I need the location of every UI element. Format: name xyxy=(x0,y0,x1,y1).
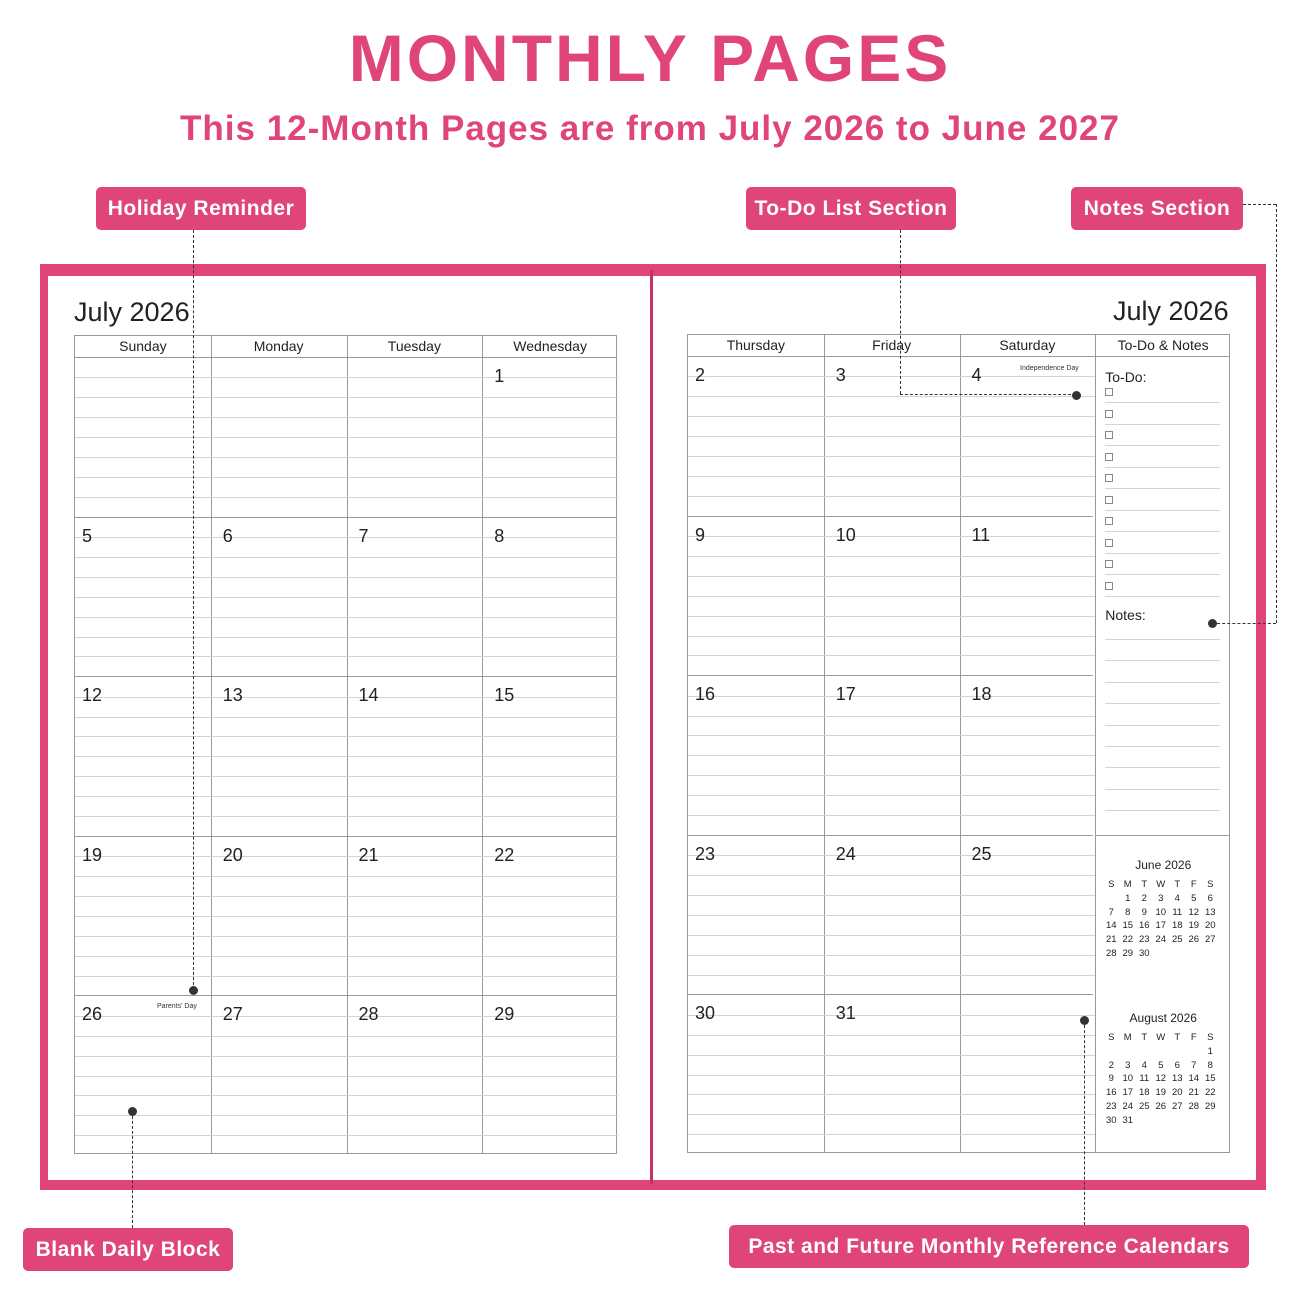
mini-date: 1 xyxy=(1207,1046,1213,1057)
day-header: Friday xyxy=(872,337,912,353)
todo-checkbox xyxy=(1105,431,1113,439)
mini-weekday: S xyxy=(1207,879,1214,890)
mini-weekday: T xyxy=(1174,879,1181,890)
writing-line xyxy=(688,815,1095,816)
writing-line xyxy=(75,417,618,418)
week-divider xyxy=(688,994,1093,995)
grid-column-divider xyxy=(482,336,483,1153)
day-header: Sunday xyxy=(119,338,167,354)
week-divider xyxy=(75,676,616,677)
mini-date: 26 xyxy=(1155,1100,1167,1112)
writing-line xyxy=(688,556,1095,557)
todo-checkbox xyxy=(1105,517,1113,525)
header-divider xyxy=(75,357,616,358)
writing-line xyxy=(75,756,618,757)
mini-date: 27 xyxy=(1171,1100,1183,1112)
todo-checkbox xyxy=(1105,453,1113,461)
mini-date: 18 xyxy=(1138,1087,1150,1099)
mini-date: 23 xyxy=(1105,1100,1117,1112)
day-number: 22 xyxy=(494,844,515,865)
callout-dot xyxy=(128,1107,137,1116)
writing-line xyxy=(688,955,1095,956)
writing-line xyxy=(75,776,618,777)
left-month-title: July 2026 xyxy=(74,297,190,327)
writing-line xyxy=(75,1016,618,1017)
todo-list-callout: To-Do List Section xyxy=(746,187,956,230)
mini-date: 3 xyxy=(1158,893,1164,904)
todo-line xyxy=(1105,488,1220,489)
writing-line xyxy=(688,456,1095,457)
writing-line xyxy=(75,1135,618,1136)
mini-weekday: W xyxy=(1156,879,1166,890)
mini-date: 25 xyxy=(1171,934,1183,946)
mini-weekday: T xyxy=(1141,1032,1148,1043)
notes-section-callout: Notes Section xyxy=(1071,187,1243,230)
mini-date: 5 xyxy=(1158,1059,1164,1071)
writing-line xyxy=(688,775,1095,776)
todo-checkbox xyxy=(1105,582,1113,590)
writing-line xyxy=(688,1134,1095,1135)
week-divider xyxy=(688,835,1093,836)
writing-line xyxy=(75,637,618,638)
callout-leader xyxy=(193,230,194,990)
todo-checkbox xyxy=(1105,388,1113,396)
mini-weekday: W xyxy=(1156,1032,1166,1043)
todo-checkbox xyxy=(1105,560,1113,568)
day-number: 11 xyxy=(971,524,991,545)
mini-date: 25 xyxy=(1138,1100,1150,1112)
writing-line xyxy=(688,855,1095,856)
panel-divider xyxy=(1095,835,1229,836)
callout-dot xyxy=(1072,391,1081,400)
todo-line xyxy=(1105,553,1220,554)
day-number: 29 xyxy=(494,1004,515,1025)
day-number: 6 xyxy=(222,525,233,546)
day-number: 18 xyxy=(971,684,992,705)
mini-weekday: M xyxy=(1123,1032,1132,1043)
day-number: 13 xyxy=(222,685,243,706)
callout-leader xyxy=(132,1111,133,1228)
writing-line xyxy=(75,397,618,398)
writing-line xyxy=(75,656,618,657)
grid-column-divider xyxy=(347,336,348,1153)
mini-date: 22 xyxy=(1204,1087,1216,1099)
writing-line xyxy=(688,655,1095,656)
grid-column-divider xyxy=(1095,335,1096,1152)
writing-line xyxy=(688,975,1095,976)
day-number: 9 xyxy=(695,524,706,545)
callout-leader xyxy=(1243,204,1276,205)
todo-checkbox xyxy=(1105,410,1113,418)
day-number: 10 xyxy=(835,524,856,545)
mini-date: 30 xyxy=(1105,1114,1117,1126)
todo-line xyxy=(1105,402,1220,403)
day-number: 4 xyxy=(971,365,982,385)
todo-checkbox xyxy=(1105,474,1113,482)
mini-date: 10 xyxy=(1122,1073,1134,1085)
notes-label: Notes: xyxy=(1105,607,1146,623)
mini-date: 13 xyxy=(1204,906,1216,918)
notes-line xyxy=(1105,789,1220,790)
writing-line xyxy=(688,696,1095,697)
writing-line xyxy=(75,1036,618,1037)
writing-line xyxy=(75,437,618,438)
day-header: Thursday xyxy=(726,337,786,353)
page-subheading: This 12-Month Pages are from July 2026 to June 2027 xyxy=(180,109,1120,148)
notes-line xyxy=(1105,703,1220,704)
writing-line xyxy=(75,557,618,558)
writing-line xyxy=(688,496,1095,497)
writing-line xyxy=(75,537,618,538)
mini-date: 29 xyxy=(1122,947,1134,959)
todo-line xyxy=(1105,574,1220,575)
callout-dot xyxy=(1080,1016,1089,1025)
writing-line xyxy=(75,577,618,578)
writing-line xyxy=(75,1076,618,1077)
day-number: 7 xyxy=(358,525,369,546)
notes-line xyxy=(1105,767,1220,768)
grid-column-divider xyxy=(211,336,212,1153)
writing-line xyxy=(688,935,1095,936)
day-number: 27 xyxy=(222,1004,243,1025)
mini-date: 16 xyxy=(1138,920,1150,932)
holiday-label: Independence Day xyxy=(1020,365,1079,372)
mini-date: 22 xyxy=(1122,934,1134,946)
day-number: 25 xyxy=(971,843,992,864)
writing-line xyxy=(688,1094,1095,1095)
mini-date: 16 xyxy=(1105,1087,1117,1099)
todo-line xyxy=(1105,531,1220,532)
mini-date: 31 xyxy=(1122,1114,1134,1126)
mini-date: 28 xyxy=(1188,1100,1200,1112)
reference-calendars-callout: Past and Future Monthly Reference Calendars xyxy=(729,1225,1249,1268)
mini-date: 17 xyxy=(1122,1087,1134,1099)
mini-date: 2 xyxy=(1141,893,1147,904)
callout-leader xyxy=(900,394,1076,395)
mini-calendar xyxy=(1103,858,1223,1008)
writing-line xyxy=(688,716,1095,717)
writing-line xyxy=(688,396,1095,397)
mini-weekday: S xyxy=(1108,879,1115,890)
mini-date: 5 xyxy=(1191,893,1197,904)
week-divider xyxy=(75,517,616,518)
mini-date: 6 xyxy=(1207,893,1213,904)
day-header: Monday xyxy=(253,338,304,354)
holiday-reminder-callout: Holiday Reminder xyxy=(96,187,306,230)
day-number: 1 xyxy=(494,366,505,386)
mini-date: 8 xyxy=(1125,906,1131,918)
day-number: 21 xyxy=(358,844,379,865)
day-number: 28 xyxy=(358,1004,379,1025)
writing-line xyxy=(688,1114,1095,1115)
mini-date: 21 xyxy=(1188,1087,1200,1099)
day-number: 3 xyxy=(835,365,846,385)
writing-line xyxy=(75,717,618,718)
day-number: 2 xyxy=(695,365,706,385)
writing-line xyxy=(75,477,618,478)
mini-date: 12 xyxy=(1155,1073,1167,1085)
mini-date: 2 xyxy=(1108,1059,1114,1071)
writing-line xyxy=(75,936,618,937)
mini-date: 1 xyxy=(1125,893,1131,904)
writing-line xyxy=(688,476,1095,477)
day-number: 26 xyxy=(82,1004,103,1025)
writing-line xyxy=(75,976,618,977)
mini-date: 19 xyxy=(1155,1087,1167,1099)
notes-line xyxy=(1105,725,1220,726)
side-panel-header: To-Do & Notes xyxy=(1117,337,1209,353)
mini-date: 27 xyxy=(1204,934,1216,946)
mini-date: 3 xyxy=(1125,1059,1131,1071)
writing-line xyxy=(688,1015,1095,1016)
todo-checkbox xyxy=(1105,539,1113,547)
mini-date: 6 xyxy=(1174,1059,1180,1071)
mini-date: 4 xyxy=(1141,1059,1147,1071)
writing-line xyxy=(688,875,1095,876)
week-divider xyxy=(688,675,1093,676)
mini-weekday: S xyxy=(1207,1032,1214,1043)
mini-weekday: T xyxy=(1141,879,1148,890)
mini-date: 14 xyxy=(1105,920,1117,932)
mini-weekday: F xyxy=(1190,879,1197,890)
week-divider xyxy=(75,995,616,996)
todo-line xyxy=(1105,596,1220,597)
writing-line xyxy=(688,596,1095,597)
mini-date: 4 xyxy=(1174,893,1180,904)
writing-line xyxy=(75,916,618,917)
day-header: Saturday xyxy=(999,337,1056,353)
day-number: 24 xyxy=(835,843,856,864)
page-heading: MONTHLY PAGES xyxy=(348,21,952,95)
todo-checkbox xyxy=(1105,496,1113,504)
day-header: Wednesday xyxy=(513,338,587,354)
writing-line xyxy=(75,876,618,877)
mini-date: 7 xyxy=(1108,906,1114,918)
todo-line xyxy=(1105,467,1220,468)
mini-date: 29 xyxy=(1204,1100,1216,1112)
todo-line xyxy=(1105,510,1220,511)
writing-line xyxy=(75,1095,618,1096)
mini-date: 24 xyxy=(1155,934,1167,946)
mini-date: 8 xyxy=(1207,1059,1213,1071)
writing-line xyxy=(688,755,1095,756)
mini-calendar-title: August 2026 xyxy=(1129,1011,1197,1025)
mini-date: 9 xyxy=(1141,906,1147,918)
todo-line xyxy=(1105,424,1220,425)
writing-line xyxy=(688,735,1095,736)
notes-line xyxy=(1105,639,1220,640)
writing-line xyxy=(75,956,618,957)
week-divider xyxy=(75,836,616,837)
right-calendar-grid xyxy=(687,334,1230,1153)
callout-leader xyxy=(900,230,901,394)
day-number: 19 xyxy=(82,844,103,865)
day-number: 17 xyxy=(835,684,856,705)
grid-column-divider xyxy=(960,335,961,1152)
holiday-label: Parents' Day xyxy=(157,1003,197,1011)
mini-date: 15 xyxy=(1204,1073,1216,1085)
mini-date: 9 xyxy=(1108,1073,1114,1085)
day-number: 8 xyxy=(494,525,505,546)
blank-daily-block-callout: Blank Daily Block xyxy=(23,1228,233,1271)
mini-weekday: M xyxy=(1123,879,1132,890)
mini-date: 11 xyxy=(1139,1073,1150,1085)
mini-calendar xyxy=(1103,1011,1223,1161)
writing-line xyxy=(75,597,618,598)
day-number: 16 xyxy=(695,684,716,705)
writing-line xyxy=(75,377,618,378)
writing-line xyxy=(75,1056,618,1057)
writing-line xyxy=(688,616,1095,617)
todo-label: To-Do: xyxy=(1105,369,1147,385)
writing-line xyxy=(75,856,618,857)
writing-line xyxy=(75,457,618,458)
writing-line xyxy=(688,1075,1095,1076)
writing-line xyxy=(75,697,618,698)
writing-line xyxy=(75,896,618,897)
mini-date: 28 xyxy=(1105,947,1117,959)
callout-dot xyxy=(189,986,198,995)
day-number: 23 xyxy=(695,843,716,864)
writing-line xyxy=(75,736,618,737)
day-number: 30 xyxy=(695,1003,716,1024)
writing-line xyxy=(688,436,1095,437)
mini-weekday: T xyxy=(1174,1032,1181,1043)
mini-date: 23 xyxy=(1138,934,1150,946)
notes-line xyxy=(1105,682,1220,683)
mini-date: 14 xyxy=(1188,1073,1200,1085)
week-divider xyxy=(688,516,1093,517)
notes-line xyxy=(1105,660,1220,661)
mini-weekday: F xyxy=(1190,1032,1197,1043)
mini-date: 15 xyxy=(1122,920,1134,932)
left-calendar-grid xyxy=(74,335,617,1154)
writing-line xyxy=(688,1035,1095,1036)
callout-leader xyxy=(1212,623,1276,624)
writing-line xyxy=(75,796,618,797)
callout-dot xyxy=(1208,619,1217,628)
writing-line xyxy=(688,536,1095,537)
mini-date: 19 xyxy=(1188,920,1200,932)
day-number: 31 xyxy=(835,1003,856,1024)
writing-line xyxy=(75,816,618,817)
day-number: 5 xyxy=(82,525,93,546)
grid-column-divider xyxy=(824,335,825,1152)
header-divider xyxy=(688,356,1229,357)
day-number: 12 xyxy=(82,685,103,706)
callout-leader xyxy=(1276,204,1277,623)
mini-date: 26 xyxy=(1188,934,1200,946)
mini-date: 11 xyxy=(1172,906,1183,918)
mini-weekday: S xyxy=(1108,1032,1115,1043)
mini-calendar-title: June 2026 xyxy=(1135,858,1192,872)
mini-date: 10 xyxy=(1155,906,1167,918)
callout-leader xyxy=(1084,1020,1085,1225)
mini-date: 20 xyxy=(1204,920,1216,932)
right-month-title: July 2026 xyxy=(1113,296,1229,326)
writing-line xyxy=(75,497,618,498)
mini-date: 30 xyxy=(1138,947,1150,959)
day-number: 20 xyxy=(222,844,243,865)
notes-line xyxy=(1105,810,1220,811)
writing-line xyxy=(688,915,1095,916)
mini-date: 7 xyxy=(1191,1059,1197,1071)
writing-line xyxy=(688,576,1095,577)
todo-line xyxy=(1105,445,1220,446)
mini-date: 20 xyxy=(1171,1087,1183,1099)
day-number: 14 xyxy=(358,685,379,706)
mini-date: 24 xyxy=(1122,1100,1134,1112)
writing-line xyxy=(75,1115,618,1116)
writing-line xyxy=(75,617,618,618)
writing-line xyxy=(688,895,1095,896)
mini-date: 18 xyxy=(1171,920,1183,932)
writing-line xyxy=(688,416,1095,417)
day-number: 15 xyxy=(494,685,515,706)
notes-line xyxy=(1105,746,1220,747)
writing-line xyxy=(688,795,1095,796)
writing-line xyxy=(688,1055,1095,1056)
mini-date: 17 xyxy=(1155,920,1167,932)
mini-date: 12 xyxy=(1188,906,1200,918)
mini-date: 13 xyxy=(1171,1073,1183,1085)
writing-line xyxy=(688,376,1095,377)
day-header: Tuesday xyxy=(387,338,441,354)
writing-line xyxy=(688,636,1095,637)
mini-date: 21 xyxy=(1105,934,1117,946)
planner-spine xyxy=(650,270,653,1184)
